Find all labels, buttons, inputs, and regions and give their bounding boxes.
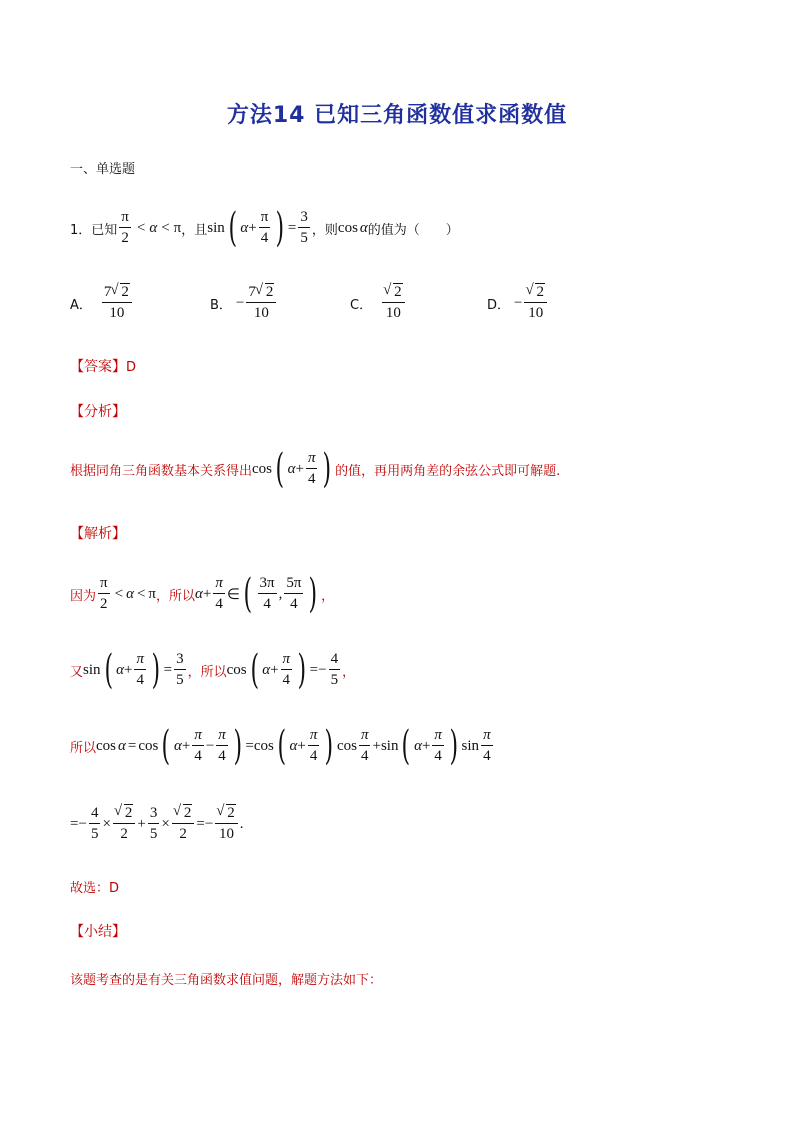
alpha-symbol: α [149, 219, 158, 236]
text: 因为 [70, 588, 97, 604]
question-connector: ，则 [311, 222, 338, 238]
alpha-symbol: α [195, 585, 203, 602]
fraction-3-over-5: $\frac{3}{5}$ [300, 209, 308, 246]
summary-text: 该题考查的是有关三角函数求值问题，解题方法如下： [70, 973, 383, 988]
alpha-symbol: α [289, 737, 298, 754]
eq-symbol: = [287, 219, 297, 236]
solution-line-4 [70, 806, 244, 842]
fraction-root2-over-2: √ $\frac{2}{2}$ [113, 806, 136, 842]
option-fraction: $\frac{7√ 2}{10}$ [102, 285, 132, 321]
plus-symbol: + [372, 737, 381, 754]
fraction-pi-over-4: $\frac{\pi}{4}$ [215, 575, 223, 612]
minus-sign: − [514, 294, 523, 311]
left-paren: ( [161, 723, 171, 769]
fraction-root2-over-10: √ $\frac{2}{10}$ [215, 806, 238, 842]
minus-sign: − [78, 815, 87, 832]
lt-symbol: < [136, 585, 146, 602]
eq-symbol: = [127, 737, 137, 754]
plus-symbol: + [181, 737, 191, 754]
sin-fn: sin [380, 737, 399, 754]
right-paren: ) [322, 446, 332, 492]
alpha-symbol: α [359, 219, 368, 236]
right-paren: ) [449, 723, 459, 769]
question-connector: ，且 [181, 222, 208, 238]
left-paren: ( [243, 571, 253, 617]
alpha-symbol: α [262, 661, 271, 678]
left-paren: ( [250, 647, 259, 693]
plus-symbol: + [297, 737, 306, 754]
lt-symbol: < [136, 219, 146, 236]
solution-line-1 [70, 571, 335, 617]
minus-sign: − [204, 815, 214, 832]
left-paren: ( [277, 723, 286, 769]
answer-tag: 【答案】 [70, 359, 126, 375]
option-d[interactable] [487, 285, 549, 321]
answer [70, 356, 136, 376]
left-paren: ( [228, 205, 237, 251]
plus-symbol: + [295, 460, 304, 477]
analysis-pre: 根据同角三角函数基本关系得出 [70, 463, 253, 479]
times-symbol: × [102, 815, 111, 832]
minus-sign: − [235, 294, 245, 311]
fraction-pi-over-2: $\frac{\pi}{2}$ [121, 209, 129, 246]
plus-symbol: + [270, 661, 279, 678]
alpha-symbol: α [287, 460, 296, 477]
alpha-symbol: α [118, 737, 126, 754]
period: . [239, 815, 244, 832]
fraction-5pi-over-4: $\frac{5\pi}{4}$ [286, 575, 302, 612]
option-c[interactable] [350, 285, 407, 321]
fraction-pi-over-4: $\frac{\pi}{4}$ [218, 727, 226, 764]
alpha-symbol: α [116, 661, 125, 678]
text: 所以 [70, 740, 97, 756]
eq-symbol: = [196, 815, 205, 832]
cos-fn: cos [253, 737, 274, 754]
text: 又 [70, 664, 84, 680]
plus-symbol: + [202, 585, 212, 602]
comma: , [278, 585, 283, 602]
right-paren: ) [275, 205, 285, 251]
section-heading: 一、单选题 [70, 162, 136, 177]
right-paren: ) [324, 723, 334, 769]
fraction-pi-over-4: $\frac{\pi}{4}$ [282, 651, 291, 688]
answer-value: D [126, 360, 137, 375]
option-label: C． [350, 297, 373, 313]
eq-symbol: = [245, 737, 254, 754]
option-label: A． [70, 297, 92, 313]
right-paren: ) [308, 571, 318, 617]
cos-fn: cos [252, 460, 273, 477]
fraction-pi-over-4: $\frac{\pi}{4}$ [136, 651, 144, 688]
question-1 [70, 205, 459, 251]
solution-line-2 [70, 647, 356, 693]
cos-fn: cos [337, 219, 358, 236]
left-paren: ( [104, 647, 113, 693]
fraction-pi-over-2: $\frac{\pi}{2}$ [100, 575, 108, 612]
eq-symbol: = [309, 661, 319, 678]
cos-fn: cos [226, 661, 247, 678]
fraction-pi-over-4: $\frac{\pi}{4}$ [309, 727, 318, 764]
left-paren: ( [401, 723, 411, 769]
analysis-text [70, 446, 561, 492]
text: ， [342, 664, 356, 680]
alpha-symbol: α [414, 737, 422, 754]
fraction-pi-over-4: $\frac{\pi}{4}$ [360, 727, 369, 764]
minus-sign: − [318, 661, 327, 678]
option-fraction: √ $\frac{2}{10}$ [524, 285, 547, 321]
right-paren: ) [297, 647, 307, 693]
alpha-symbol: α [126, 585, 134, 602]
alpha-symbol: α [240, 219, 249, 236]
pi-symbol: π [173, 219, 182, 236]
left-paren: ( [275, 446, 285, 492]
page-title: 方法14 已知三角函数值求函数值 [226, 103, 568, 128]
question-ask: 的值为（ ） [367, 222, 459, 238]
option-fraction: √ $\frac{2}{10}$ [382, 285, 405, 321]
fraction-3-over-5: $\frac{3}{5}$ [149, 805, 158, 842]
plus-symbol: + [248, 219, 257, 236]
fraction-root2-over-2: √ $\frac{2}{2}$ [172, 806, 195, 842]
lt-symbol: < [114, 585, 124, 602]
option-b[interactable] [210, 285, 278, 321]
sin-fn: sin [207, 219, 225, 236]
analysis-tag: 【分析】 [70, 404, 126, 420]
cos-fn: cos [138, 737, 159, 754]
lt-symbol: < [161, 219, 170, 236]
plus-symbol: + [124, 661, 133, 678]
option-label: B． [210, 297, 232, 313]
fraction-pi-over-4: $\frac{\pi}{4}$ [260, 209, 269, 246]
plus-symbol: + [421, 737, 431, 754]
cos-fn: cos [96, 737, 117, 754]
fraction-pi-over-4: $\frac{\pi}{4}$ [307, 450, 316, 487]
solution-line-3 [70, 723, 495, 769]
text: ， [321, 588, 335, 604]
right-paren: ) [233, 723, 242, 769]
fraction-4-over-5: $\frac{4}{5}$ [90, 805, 99, 842]
question-number: 1．已知 [70, 222, 118, 238]
option-label: D． [487, 297, 511, 313]
solution-tag: 【解析】 [70, 526, 126, 542]
text: ，所以 [155, 588, 195, 604]
text: ，所以 [187, 664, 227, 680]
fraction-3-over-5: $\frac{3}{5}$ [176, 651, 184, 688]
times-symbol: × [161, 815, 170, 832]
summary-tag: 【小结】 [70, 924, 126, 940]
fraction-pi-over-4: $\frac{\pi}{4}$ [434, 727, 442, 764]
sin-fn: sin [461, 737, 480, 754]
minus-sign: − [205, 737, 215, 754]
alpha-symbol: α [173, 737, 182, 754]
pi-symbol: π [148, 585, 156, 602]
in-symbol: ∈ [226, 586, 240, 603]
option-a[interactable] [70, 285, 134, 321]
fraction-pi-over-4: $\frac{\pi}{4}$ [483, 727, 491, 764]
fraction-4-over-5: $\frac{4}{5}$ [330, 651, 339, 688]
cos-fn: cos [336, 737, 357, 754]
fraction-3pi-over-4: $\frac{3\pi}{4}$ [259, 575, 275, 612]
right-paren: ) [151, 647, 161, 693]
sin-fn: sin [83, 661, 101, 678]
choose-answer: 故选：D [70, 881, 120, 896]
eq-symbol: = [163, 661, 173, 678]
plus-symbol: + [137, 815, 146, 832]
fraction-pi-over-4: $\frac{\pi}{4}$ [194, 727, 202, 764]
analysis-post: 的值，再用两角差的余弦公式即可解题. [335, 463, 561, 479]
eq-symbol: = [70, 815, 79, 832]
option-fraction: $\frac{7√ 2}{10}$ [246, 285, 276, 321]
